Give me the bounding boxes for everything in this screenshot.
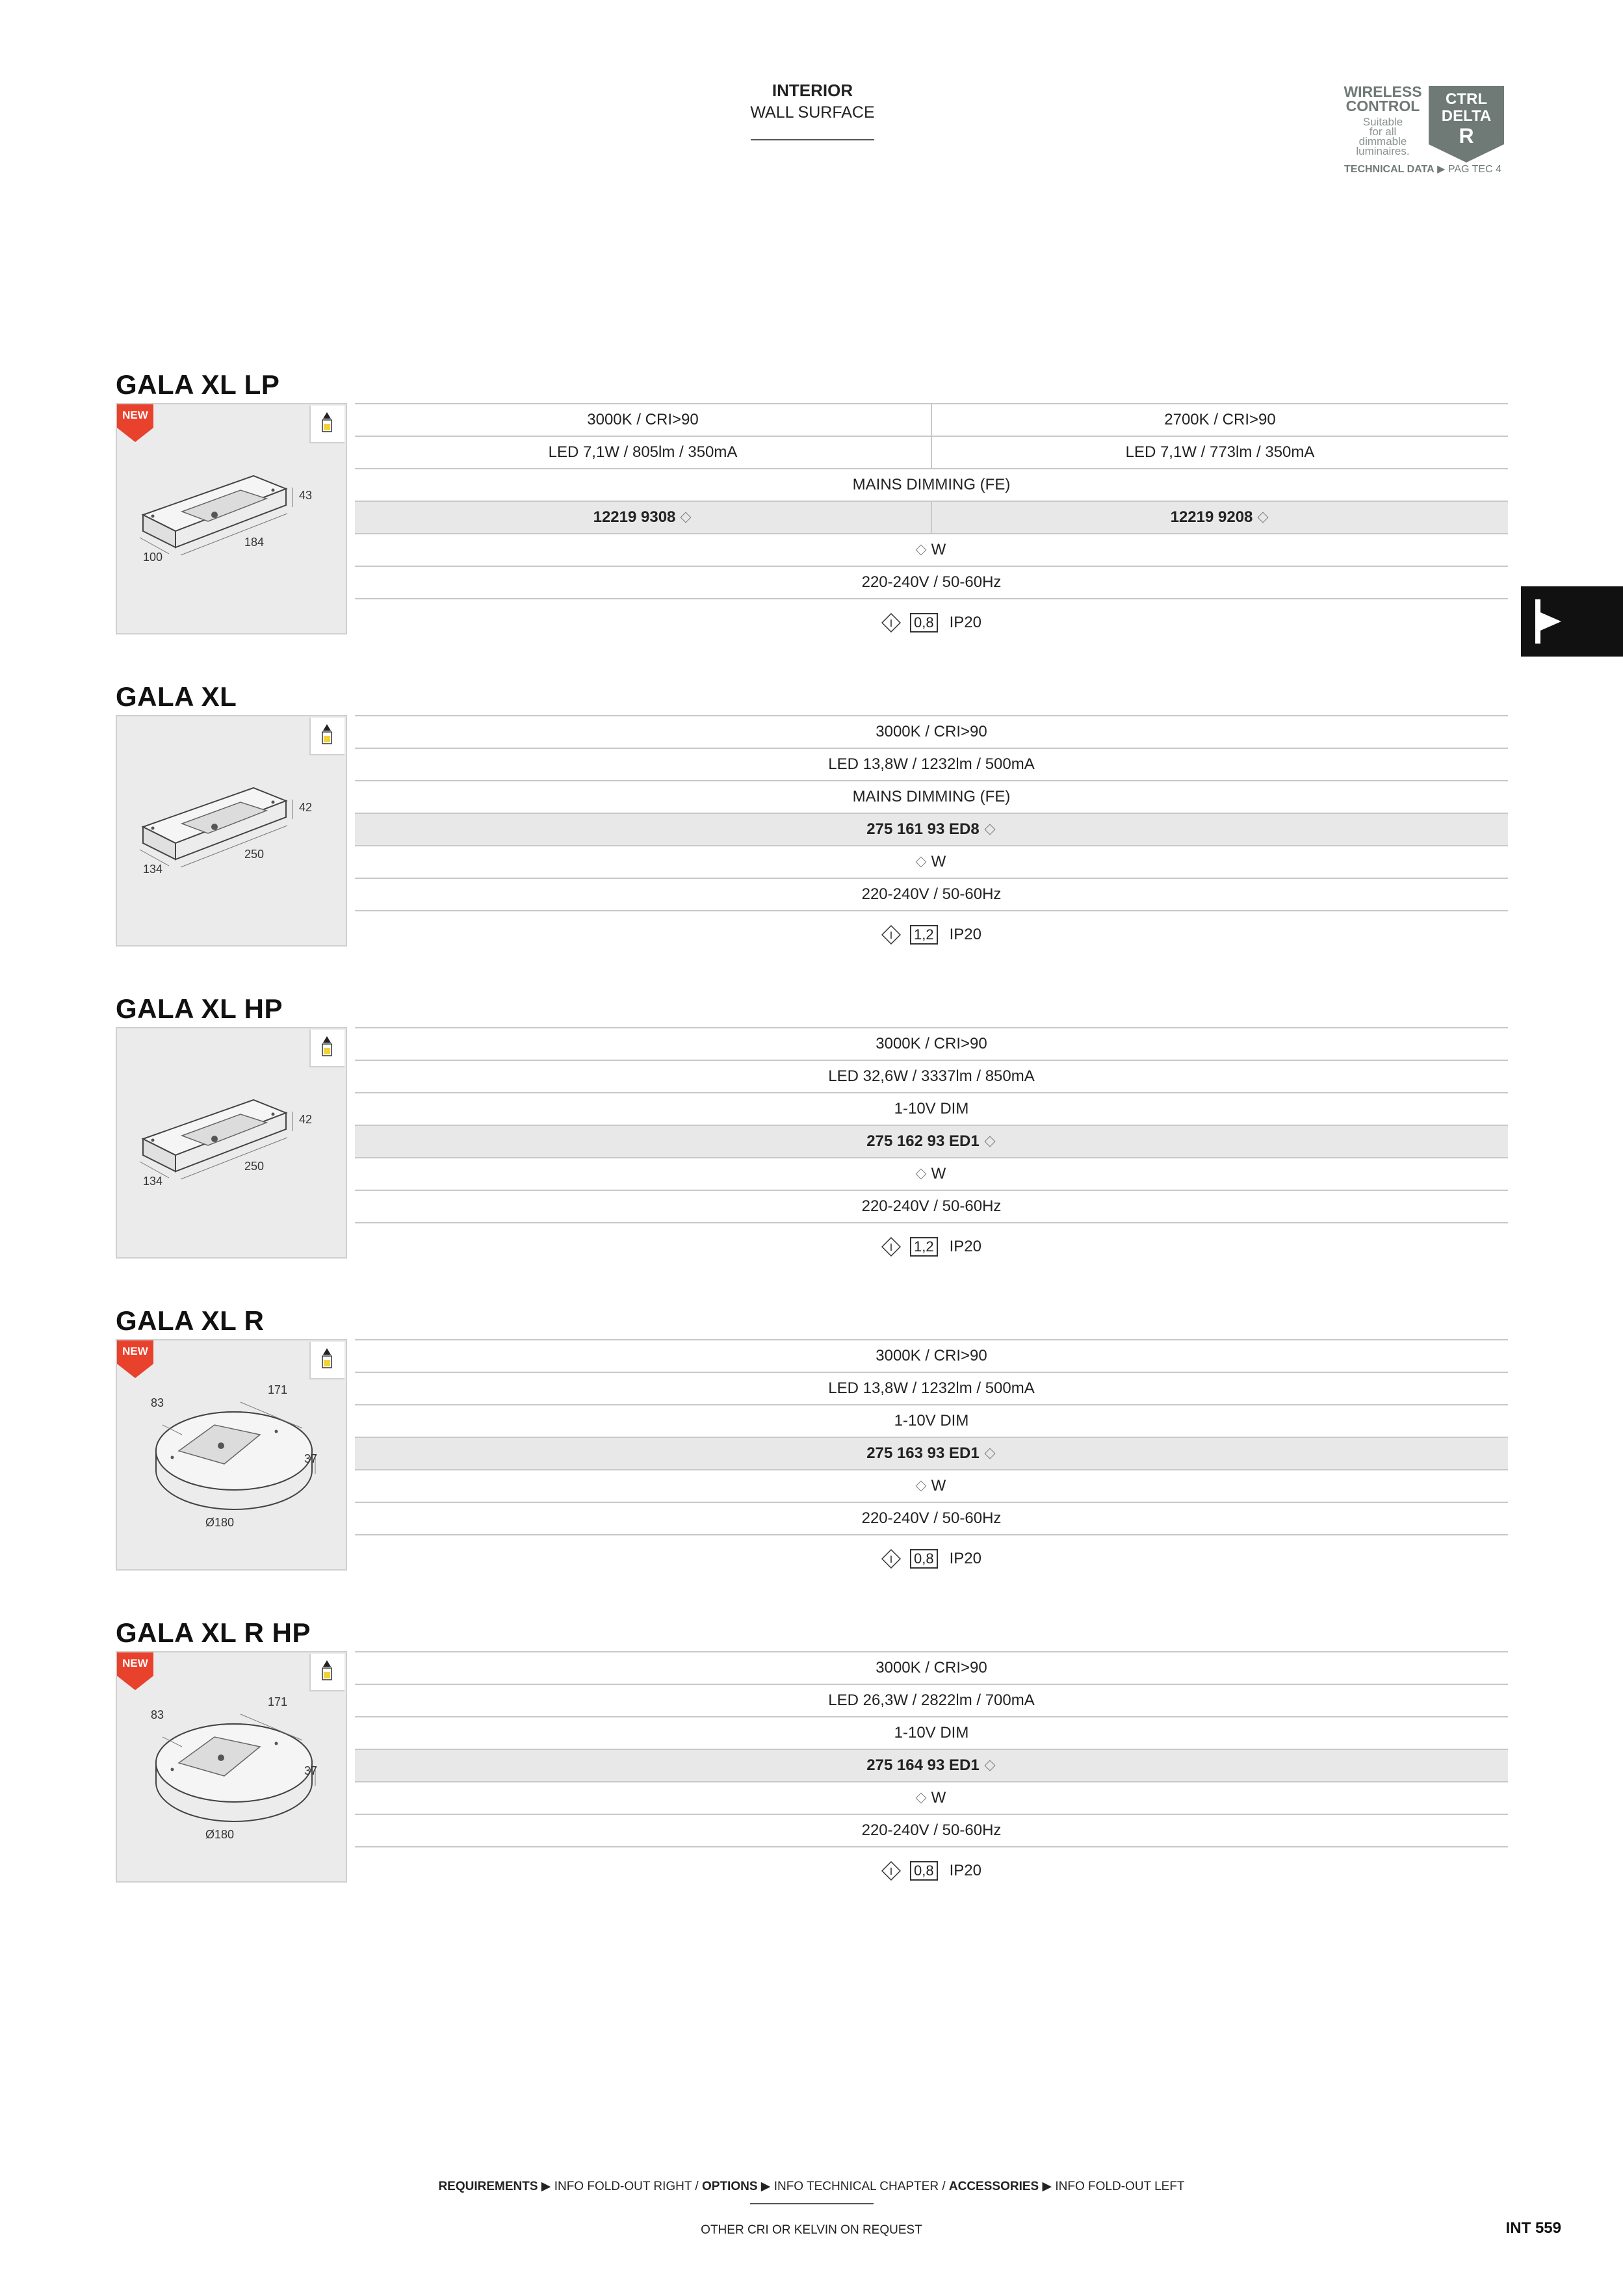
- ctrl-delta-shield-icon: [1427, 85, 1505, 164]
- product-drawing-panel: [116, 1027, 347, 1259]
- page-number: INT 559: [1505, 2219, 1561, 2237]
- color-diamond-icon: [915, 1793, 926, 1804]
- wireless-control-label: WIRELESS CONTROL: [1344, 83, 1422, 114]
- dimming-row: MAINS DIMMING (FE): [355, 468, 1508, 501]
- ip-rating: IP20: [949, 1862, 981, 1879]
- wall-mount-icon: [309, 718, 344, 755]
- svg-text:NEW: NEW: [122, 1345, 148, 1357]
- product-title: GALA XL: [116, 681, 237, 712]
- footer-note: OTHER CRI OR KELVIN ON REQUEST: [701, 2223, 922, 2237]
- led-cell: LED 7,1W / 773lm / 350mA: [931, 437, 1508, 468]
- voltage-row: 220-240V / 50-60Hz: [355, 566, 1508, 599]
- code-row: [355, 1749, 1508, 1781]
- page-header: [708, 81, 916, 140]
- wireless-control-note: Suitable for all dimmable luminaires.: [1356, 116, 1410, 157]
- led-row: LED 13,8W / 1232lm / 500mA: [355, 748, 1508, 780]
- technical-data-link[interactable]: TECHNICAL DATA ▶ PAG TEC 4: [1344, 164, 1501, 175]
- wall-mount-icon: [309, 1030, 344, 1067]
- svg-text:I: I: [889, 930, 893, 941]
- dimming-row: 1-10V DIM: [355, 1092, 1508, 1125]
- color-diamond-icon: [984, 1760, 995, 1771]
- spec-icons-row: [355, 603, 1508, 642]
- weight-box: 0,8: [910, 613, 938, 633]
- dimension-length: 250: [244, 848, 265, 861]
- color-diamond-icon: [1258, 512, 1269, 523]
- svg-text:I: I: [889, 1242, 893, 1253]
- color-row: [355, 1781, 1508, 1814]
- color-row: [355, 1157, 1508, 1190]
- svg-text:NEW: NEW: [122, 409, 148, 421]
- weight-box: 1,2: [910, 925, 938, 945]
- color-diamond-icon: [915, 545, 926, 556]
- color-diamond-icon: [915, 1481, 926, 1492]
- dimension-height: 42: [299, 801, 313, 814]
- dimension-diameter: Ø180: [205, 1516, 235, 1529]
- product-code[interactable]: 275 161 93 ED8: [866, 820, 980, 838]
- product-code[interactable]: 12219 9308: [593, 508, 676, 526]
- product-title: GALA XL HP: [116, 993, 283, 1024]
- wall-lamp-icon: [1533, 598, 1572, 645]
- dimension-depth: 134: [143, 1175, 163, 1188]
- color-diamond-icon: [984, 1448, 995, 1459]
- dimension-depth: 134: [143, 863, 163, 876]
- dimension-height: 43: [299, 489, 313, 502]
- dimension-length: 184: [244, 536, 265, 549]
- color-code: W: [931, 1477, 946, 1494]
- color-code: W: [931, 541, 946, 558]
- dimension-height: 37: [304, 1452, 318, 1465]
- led-row: LED 32,6W / 3337lm / 850mA: [355, 1060, 1508, 1092]
- dimension-length: 171: [268, 1695, 288, 1708]
- led-row: [355, 436, 1508, 468]
- wireless-control-badge: [1339, 83, 1508, 177]
- spec-icons-row: [355, 1539, 1508, 1578]
- dimension-width: 83: [151, 1396, 164, 1409]
- ip-rating: IP20: [949, 1238, 981, 1255]
- product-drawing-panel: [116, 715, 347, 946]
- new-badge: [117, 1652, 153, 1691]
- color-row: [355, 533, 1508, 566]
- insulation-class-icon: [881, 613, 901, 633]
- code-row: [355, 501, 1508, 533]
- color-row: [355, 845, 1508, 878]
- product-title: GALA XL R: [116, 1305, 265, 1336]
- ip-rating: IP20: [949, 614, 981, 631]
- product-code[interactable]: 275 162 93 ED1: [866, 1132, 980, 1150]
- weight-box: 0,8: [910, 1861, 938, 1881]
- dimension-height: 37: [304, 1764, 318, 1777]
- dimension-depth: 100: [143, 551, 163, 564]
- spec-table: [355, 403, 1508, 642]
- dimension-height: 42: [299, 1113, 313, 1126]
- spec-table: [355, 1339, 1508, 1578]
- cct-cell: 2700K / CRI>90: [931, 404, 1508, 436]
- ip-rating: IP20: [949, 1550, 981, 1567]
- svg-text:I: I: [889, 1866, 893, 1877]
- spec-icons-row: [355, 1851, 1508, 1890]
- section-subtitle: WALL SURFACE: [750, 103, 875, 122]
- product-drawing-panel: [116, 1651, 347, 1883]
- dimension-width: 83: [151, 1708, 164, 1721]
- color-diamond-icon: [984, 1136, 995, 1147]
- insulation-class-icon: [881, 1549, 901, 1569]
- product-drawing-panel: [116, 403, 347, 634]
- voltage-row: 220-240V / 50-60Hz: [355, 1190, 1508, 1223]
- svg-text:DELTA: DELTA: [1441, 107, 1492, 125]
- cct-row: 3000K / CRI>90: [355, 1651, 1508, 1684]
- cct-cell: 3000K / CRI>90: [587, 411, 699, 428]
- spec-table: [355, 1027, 1508, 1266]
- dimming-row: MAINS DIMMING (FE): [355, 780, 1508, 813]
- product-code[interactable]: 275 163 93 ED1: [866, 1444, 980, 1462]
- code-row: [355, 1437, 1508, 1469]
- svg-text:I: I: [889, 1554, 893, 1565]
- code-row: [355, 813, 1508, 845]
- ip-rating: IP20: [949, 926, 981, 943]
- dimension-length: 171: [268, 1383, 288, 1396]
- led-cell: LED 7,1W / 805lm / 350mA: [548, 443, 738, 461]
- dimming-row: 1-10V DIM: [355, 1404, 1508, 1437]
- section-title: INTERIOR: [772, 81, 853, 100]
- color-diamond-icon: [984, 824, 995, 835]
- spec-icons-row: [355, 915, 1508, 954]
- color-diamond-icon: [681, 512, 692, 523]
- header-divider: [751, 139, 874, 140]
- chapter-side-tab[interactable]: [1521, 586, 1623, 657]
- dimension-diameter: Ø180: [205, 1828, 235, 1841]
- color-code: W: [931, 853, 946, 870]
- led-row: LED 26,3W / 2822lm / 700mA: [355, 1684, 1508, 1716]
- product-title: GALA XL R HP: [116, 1617, 311, 1648]
- product-code[interactable]: 275 164 93 ED1: [866, 1756, 980, 1774]
- cct-row: 3000K / CRI>90: [355, 715, 1508, 748]
- wall-mount-icon: [309, 1342, 344, 1379]
- footer-legend: REQUIREMENTS ▶ INFO FOLD-OUT RIGHT / OPTIONS ▶ INFO TECHNICAL CHAPTER / ACCESSORIES ▶ INFO FOLD-OUT LEFT: [0, 2179, 1623, 2204]
- color-code: W: [931, 1165, 946, 1182]
- wall-mount-icon: [309, 406, 344, 443]
- dimension-length: 250: [244, 1160, 265, 1173]
- spec-table: [355, 715, 1508, 954]
- footer-divider: [750, 2203, 874, 2204]
- svg-text:NEW: NEW: [122, 1657, 148, 1669]
- svg-text:CTRL: CTRL: [1446, 90, 1487, 108]
- insulation-class-icon: [881, 925, 901, 945]
- product-drawing-panel: [116, 1339, 347, 1571]
- spec-icons-row: [355, 1227, 1508, 1266]
- dimming-row: 1-10V DIM: [355, 1716, 1508, 1749]
- insulation-class-icon: [881, 1237, 901, 1257]
- spec-table: [355, 1651, 1508, 1890]
- color-diamond-icon: [915, 857, 926, 868]
- color-row: [355, 1469, 1508, 1502]
- wall-mount-icon: [309, 1654, 344, 1691]
- insulation-class-icon: [881, 1861, 901, 1881]
- svg-text:I: I: [889, 618, 893, 629]
- voltage-row: 220-240V / 50-60Hz: [355, 1502, 1508, 1535]
- cct-row: 3000K / CRI>90: [355, 1339, 1508, 1372]
- color-diamond-icon: [915, 1169, 926, 1180]
- voltage-row: 220-240V / 50-60Hz: [355, 1814, 1508, 1847]
- weight-box: 0,8: [910, 1549, 938, 1569]
- cct-row: 3000K / CRI>90: [355, 1027, 1508, 1060]
- product-code[interactable]: 12219 9208: [1170, 508, 1253, 526]
- weight-box: 1,2: [910, 1237, 938, 1257]
- code-row: [355, 1125, 1508, 1157]
- new-badge: [117, 1340, 153, 1379]
- svg-text:R: R: [1459, 124, 1474, 148]
- product-title: GALA XL LP: [116, 369, 280, 400]
- color-code: W: [931, 1789, 946, 1807]
- led-row: LED 13,8W / 1232lm / 500mA: [355, 1372, 1508, 1404]
- cct-row: [355, 403, 1508, 436]
- voltage-row: 220-240V / 50-60Hz: [355, 878, 1508, 911]
- new-badge: [117, 404, 153, 443]
